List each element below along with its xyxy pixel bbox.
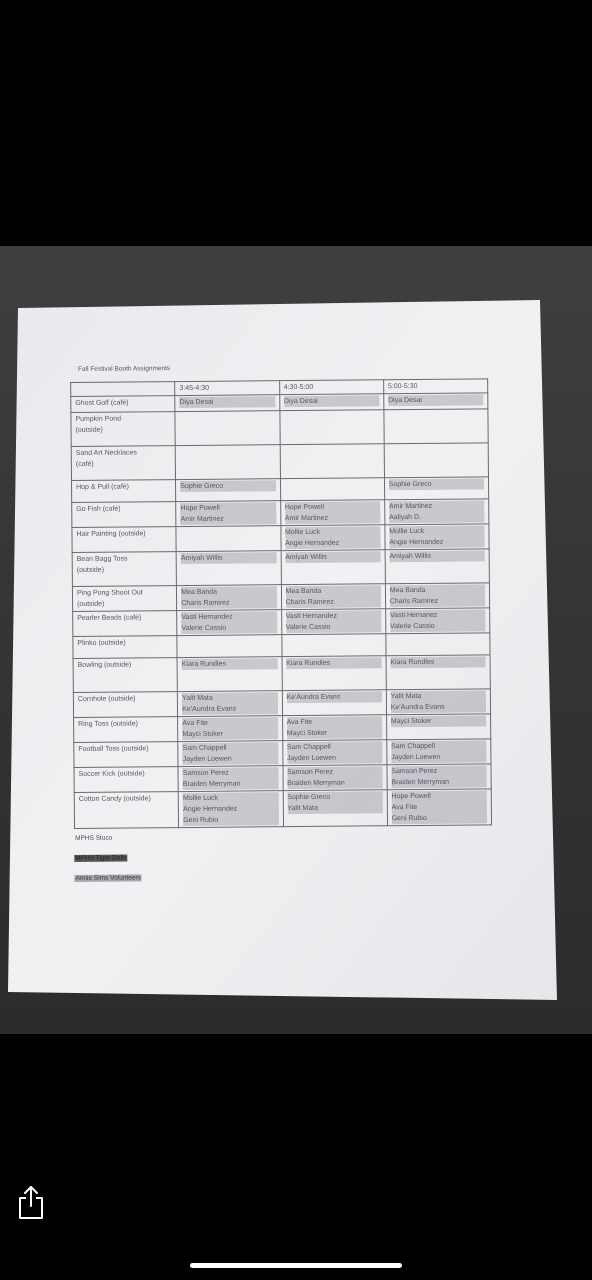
cell-text: Diya Desai bbox=[180, 396, 275, 408]
booth-name-cell bbox=[73, 658, 178, 693]
assignment-cell bbox=[386, 714, 490, 740]
assignment-cell bbox=[385, 608, 489, 634]
cell-text: Mollie Luck bbox=[285, 526, 380, 538]
assignment-cell bbox=[175, 411, 280, 446]
cell-text: Ke'Aundra Evans bbox=[286, 691, 381, 703]
cell-text: Hope Powell bbox=[391, 790, 486, 802]
cell-text: Amir Martinez bbox=[389, 500, 484, 512]
cell-text: Sam Chappell bbox=[391, 740, 486, 752]
assignment-cell bbox=[280, 478, 384, 501]
cell-text: Yalit Mata bbox=[287, 802, 382, 814]
table-row bbox=[74, 764, 491, 793]
legend-item bbox=[74, 854, 127, 861]
cell-text: Hope Powell bbox=[180, 502, 275, 514]
cell-text: Kiara Rundles bbox=[390, 656, 485, 668]
cell-text: Cornhole (outside) bbox=[77, 695, 136, 703]
cell-text: Kiara Rundles bbox=[286, 657, 381, 669]
booth-name-cell bbox=[71, 480, 175, 503]
cell-text: Cotton Candy (outside) bbox=[78, 795, 151, 803]
cell-text: Ping Pong Shoot Out bbox=[76, 589, 143, 597]
booth-name-cell bbox=[72, 527, 176, 553]
assignment-cell bbox=[177, 610, 281, 636]
assignment-cell bbox=[384, 393, 488, 410]
assignment-cell bbox=[280, 525, 384, 551]
cell-text: Mayci Stoker bbox=[182, 728, 277, 740]
table-row bbox=[72, 549, 489, 587]
assignment-cell bbox=[280, 500, 384, 526]
cell-text: Bowling (outside) bbox=[77, 661, 132, 669]
cell-text: 5:00-5:30 bbox=[387, 382, 418, 391]
assignment-cell bbox=[281, 634, 385, 657]
cell-text: Kiara Rundles bbox=[182, 658, 277, 670]
cell-text: (outside) bbox=[76, 566, 105, 574]
booth-name-cell bbox=[71, 396, 175, 413]
assignment-cell bbox=[385, 524, 489, 550]
cell-text: Sophie Greco bbox=[389, 478, 484, 490]
assignment-cell bbox=[387, 739, 491, 765]
booth-schedule-table bbox=[70, 378, 492, 829]
table-row bbox=[72, 499, 489, 528]
cell-text: Samson Perez bbox=[183, 767, 278, 779]
assignment-cell bbox=[386, 689, 490, 715]
table-row bbox=[73, 655, 490, 693]
cell-text: Ava Fite bbox=[182, 717, 277, 729]
table-row bbox=[73, 608, 490, 637]
cell-text: Samson Perez bbox=[391, 765, 486, 777]
booth-name-cell bbox=[73, 692, 177, 718]
cell-text: Vasti Hernandez bbox=[181, 611, 276, 623]
legend-text: Annie Sims Volunteers bbox=[75, 874, 141, 882]
time-slot-header bbox=[175, 381, 279, 396]
document-title: Fall Festival Booth Assignments bbox=[77, 365, 171, 373]
cell-text: Valerie Cassio bbox=[390, 620, 485, 632]
share-icon bbox=[16, 1184, 46, 1220]
cell-text: (café) bbox=[75, 460, 94, 468]
home-indicator[interactable] bbox=[190, 1263, 402, 1268]
assignment-cell bbox=[176, 526, 280, 552]
assignment-cell bbox=[176, 479, 280, 502]
cell-text: Ghost Golf (café) bbox=[75, 399, 129, 407]
legend-text: MPHS Tiger Dolls bbox=[75, 854, 127, 862]
assignment-cell bbox=[384, 477, 488, 500]
cell-text: Ava Fite bbox=[392, 801, 487, 813]
cell-text: Sam Chappell bbox=[287, 741, 382, 753]
table-row bbox=[71, 409, 488, 447]
assignment-cell bbox=[177, 635, 281, 658]
cell-text: Geni Rubio bbox=[183, 814, 278, 826]
assignment-cell bbox=[178, 741, 282, 767]
assignment-cell bbox=[178, 716, 282, 742]
assignment-cell bbox=[178, 691, 282, 717]
cell-text: Charis Ramirez bbox=[181, 597, 276, 609]
cell-text: Jayden Loewen bbox=[287, 752, 382, 764]
cell-text: Amir Martinez bbox=[181, 513, 276, 525]
assignment-cell bbox=[178, 766, 282, 792]
cell-text: Amiyah Willis bbox=[181, 552, 276, 564]
assignment-cell bbox=[384, 443, 489, 478]
table-row bbox=[71, 443, 488, 481]
table-row bbox=[73, 689, 490, 718]
assignment-cell bbox=[387, 789, 492, 826]
assignment-cell bbox=[282, 715, 386, 741]
cell-text: Ke'Aundra Evans bbox=[391, 701, 486, 713]
cell-text: Pumpkin Pond bbox=[75, 415, 122, 423]
cell-text: Sophie Greco bbox=[180, 480, 275, 492]
assignment-cell bbox=[279, 394, 383, 411]
cell-text: Mea Banda bbox=[285, 585, 380, 597]
cell-text: Mollie Luck bbox=[183, 792, 278, 804]
assignment-cell bbox=[385, 583, 489, 609]
cell-text: (outside) bbox=[75, 426, 103, 434]
booth-name-cell bbox=[74, 792, 179, 829]
cell-text: Sand Art Necklaces bbox=[75, 449, 137, 457]
legend-text: MPHS Stuco bbox=[75, 834, 113, 842]
cell-text: Mayci Stoker bbox=[287, 727, 382, 739]
table-row bbox=[74, 714, 491, 743]
cell-text: Amiyah Willis bbox=[389, 550, 484, 562]
booth-name-cell bbox=[74, 767, 178, 793]
assignment-cell bbox=[283, 790, 388, 827]
legend-item bbox=[74, 834, 113, 841]
cell-text: Valerie Cassio bbox=[286, 621, 381, 633]
cell-text: Amiyah Willis bbox=[285, 551, 380, 563]
assignment-cell bbox=[175, 445, 280, 480]
cell-text: Braiden Merryman bbox=[287, 777, 382, 789]
assignment-cell bbox=[279, 410, 384, 445]
cell-text: Mea Banda bbox=[181, 586, 276, 598]
header-cell bbox=[71, 382, 175, 397]
cell-text: Ke'Aundra Evans bbox=[182, 703, 277, 715]
table-row bbox=[74, 789, 491, 829]
share-button[interactable] bbox=[16, 1184, 46, 1220]
booth-name-cell bbox=[71, 412, 176, 447]
cell-text: Sam Chappell bbox=[183, 742, 278, 754]
table-row bbox=[72, 524, 489, 553]
cell-text: Yalit Mata bbox=[391, 690, 486, 702]
assignment-cell bbox=[384, 499, 488, 525]
booth-name-cell bbox=[73, 636, 177, 659]
cell-text: Hope Powell bbox=[285, 501, 380, 513]
booth-name-cell bbox=[72, 502, 176, 528]
cell-text: Amir Martinez bbox=[285, 512, 380, 524]
cell-text: Vasti Hernanez bbox=[390, 609, 485, 621]
assignment-cell bbox=[282, 765, 386, 791]
table-row bbox=[74, 739, 491, 768]
cell-text: Samson Perez bbox=[287, 766, 382, 778]
assignment-cell bbox=[176, 551, 281, 586]
booth-name-cell bbox=[71, 446, 176, 481]
cell-text: Bean Bagg Toss bbox=[76, 555, 128, 563]
assignment-cell bbox=[175, 395, 279, 412]
cell-text: Yalit Mata bbox=[182, 692, 277, 704]
assignment-cell bbox=[178, 791, 283, 828]
assignment-cell bbox=[176, 501, 280, 527]
assignment-cell bbox=[177, 585, 281, 611]
assignment-cell bbox=[385, 549, 490, 584]
cell-text: Geni Rubio bbox=[392, 812, 487, 824]
assignment-cell bbox=[177, 657, 282, 692]
assignment-cell bbox=[280, 444, 385, 479]
cell-text: 3:45-4:30 bbox=[179, 384, 210, 393]
assignment-cell bbox=[282, 656, 387, 691]
cell-text: 4:30-5:00 bbox=[283, 383, 314, 392]
cell-text: Aaliyah D. bbox=[389, 511, 484, 523]
assignment-cell bbox=[281, 584, 385, 610]
cell-text: Diya Desai bbox=[284, 395, 379, 407]
time-slot-header bbox=[279, 380, 383, 395]
cell-text: Braiden Merryman bbox=[183, 778, 278, 790]
cell-text: Plinko (outside) bbox=[77, 639, 126, 647]
cell-text: Charis Ramirez bbox=[390, 595, 485, 607]
cell-text: Angie Hernandez bbox=[285, 537, 380, 549]
cell-text: Angie Hernandez bbox=[183, 803, 278, 815]
cell-text: Diya Desai bbox=[388, 394, 483, 406]
assignment-cell bbox=[282, 740, 386, 766]
booth-name-cell bbox=[72, 552, 177, 587]
booth-name-cell bbox=[74, 717, 178, 743]
cell-text: Valerie Cassio bbox=[181, 622, 276, 634]
cell-text: (outside) bbox=[77, 600, 105, 608]
photo-viewer bbox=[0, 246, 592, 1034]
booth-name-cell bbox=[74, 742, 178, 768]
cell-text: Sophie Greco bbox=[287, 791, 382, 803]
assignment-cell bbox=[281, 609, 385, 635]
cell-text: Jayden Loewen bbox=[183, 753, 278, 765]
cell-text: Soccer Kick (outside) bbox=[78, 770, 145, 778]
cell-text: Jayden Loewen bbox=[391, 751, 486, 763]
booth-name-cell bbox=[73, 611, 177, 637]
legend-item bbox=[74, 874, 141, 882]
assignment-cell bbox=[281, 550, 386, 585]
cell-text: Mayci Stoker bbox=[391, 715, 486, 727]
cell-text: Angie Hernandez bbox=[389, 536, 484, 548]
time-slot-header bbox=[383, 379, 487, 394]
assignment-cell bbox=[282, 690, 386, 716]
assignment-cell bbox=[386, 655, 491, 690]
cell-text: Mea Banda bbox=[390, 584, 485, 596]
cell-text: Mollie Luck bbox=[389, 525, 484, 537]
assignment-cell bbox=[387, 764, 491, 790]
cell-text: Ring Toss (outside) bbox=[78, 720, 138, 728]
cell-text: Go Fish (café) bbox=[76, 505, 121, 513]
cell-text: Hop & Pull (café) bbox=[76, 483, 130, 491]
paper-document bbox=[0, 246, 592, 1034]
cell-text: Hair Painting (outside) bbox=[76, 530, 146, 538]
cell-text: Football Toss (outside) bbox=[78, 745, 149, 753]
assignment-cell bbox=[386, 633, 490, 656]
cell-text: Charis Ramirez bbox=[286, 596, 381, 608]
cell-text: Braiden Merryman bbox=[391, 776, 486, 788]
table-row bbox=[72, 583, 489, 612]
booth-name-cell bbox=[72, 586, 176, 612]
cell-text: Pearler Beads (café) bbox=[77, 614, 142, 622]
assignment-cell bbox=[384, 409, 489, 444]
cell-text: Vasti Hernandez bbox=[286, 610, 381, 622]
cell-text: Ava Fite bbox=[287, 716, 382, 728]
